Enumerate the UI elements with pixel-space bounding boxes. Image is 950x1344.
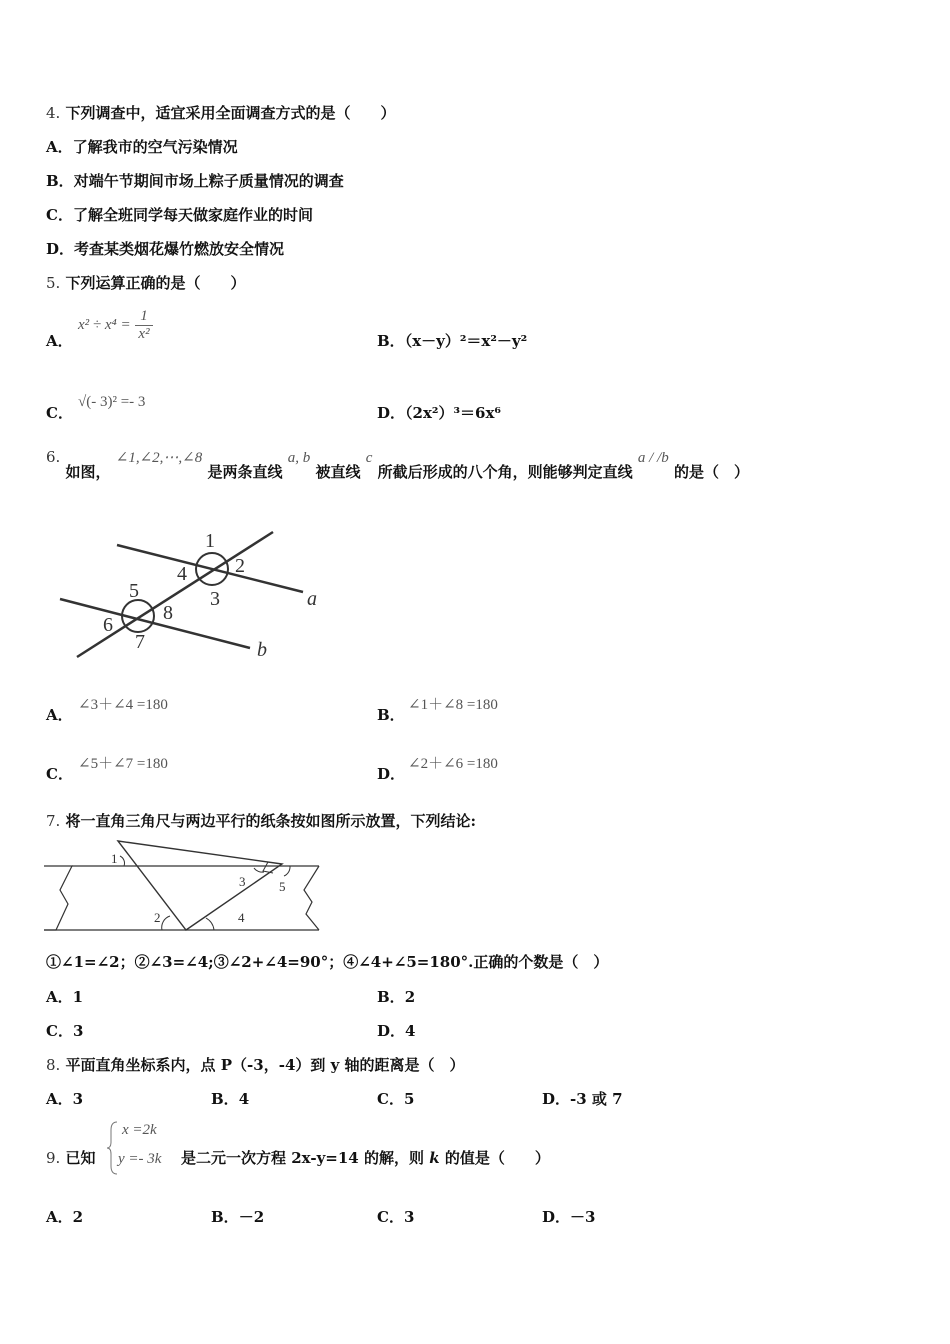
q5-a-numerator: 1 xyxy=(135,308,152,326)
fig7-label-3: 3 xyxy=(239,874,246,889)
q9-option-text: －3 xyxy=(570,1208,596,1226)
q7-option-c xyxy=(46,1020,83,1041)
q5-option-a-label: A． xyxy=(46,332,73,350)
q8-option-b xyxy=(211,1088,249,1109)
strip-right-edge xyxy=(304,866,319,930)
q5-stem xyxy=(46,272,246,293)
q9-option-text: 3 xyxy=(403,1208,415,1226)
q6-option-c-formula: ∠5＋∠7 =180 xyxy=(78,756,168,772)
q5-a-denominator: x² xyxy=(138,326,150,342)
q5-option-a-formula xyxy=(78,308,153,343)
q4-option-text: 了解全班同学每天做家庭作业的时间 xyxy=(72,206,313,224)
q9-number: 9. xyxy=(46,1149,61,1167)
q9-option-label: C． xyxy=(377,1208,404,1226)
q8-option-label: D． xyxy=(542,1090,571,1108)
q8-option-label: C． xyxy=(377,1090,404,1108)
q8-option-text: 4 xyxy=(238,1090,250,1108)
q7-stem xyxy=(46,810,476,831)
q4-option-b xyxy=(46,170,344,191)
q8-option-text: 3 xyxy=(72,1090,84,1108)
q9-stem-start xyxy=(46,1147,96,1168)
q4-option-text: 考查某类烟花爆竹燃放安全情况 xyxy=(74,240,285,258)
fig6-label-1: 1 xyxy=(205,530,215,552)
q4-stem-text: 下列调查中，适宜采用全面调查方式的是（ ） xyxy=(65,104,396,122)
q4-option-d xyxy=(46,238,284,259)
q6-option-c-label: C． xyxy=(46,765,73,783)
q7-option-d xyxy=(377,1020,415,1041)
q9-stem-3: 的值是（ ） xyxy=(444,1149,550,1167)
q9-equation-1: x =2k xyxy=(122,1122,157,1138)
fig7-label-1: 1 xyxy=(111,851,118,866)
q6-option-b-formula: ∠1＋∠8 =180 xyxy=(408,697,498,713)
q7-option-text: 4 xyxy=(405,1022,416,1040)
q7-option-b xyxy=(377,986,415,1007)
fig7-label-2: 2 xyxy=(154,910,161,925)
fig6-label-8: 8 xyxy=(163,602,173,624)
angle-4-arc xyxy=(206,918,214,930)
q5-option-b xyxy=(377,330,527,351)
q8-stem-text: 平面直角坐标系内，点 P（-3，-4）到 y 轴的距离是（ ） xyxy=(65,1056,465,1074)
q7-option-label: A． xyxy=(46,988,73,1006)
left-brace-icon xyxy=(107,1122,117,1174)
q4-option-label: A． xyxy=(46,138,73,156)
q5-option-c-formula: √(- 3)² =- 3 xyxy=(78,394,146,410)
q9-option-label: D． xyxy=(542,1208,571,1226)
q5-option-d xyxy=(377,402,501,423)
q7-option-text: 1 xyxy=(72,988,84,1006)
q6-line-c: c xyxy=(365,450,373,466)
q9-equation-2: y =- 3k xyxy=(118,1151,162,1167)
q6-stem-2: 是两条直线 xyxy=(207,463,283,481)
fig6-label-6: 6 xyxy=(103,614,113,636)
q5-d-text: （2x²）³＝6x⁶ xyxy=(405,404,501,422)
q6-stem-3: 被直线 xyxy=(315,463,361,481)
q5-a-lhs: x² ÷ x⁴ = xyxy=(78,317,131,333)
fig6-label-4: 4 xyxy=(177,563,187,585)
q7-number: 7. xyxy=(46,812,61,830)
fig7-label-4: 4 xyxy=(238,910,245,925)
q4-stem xyxy=(46,102,396,123)
q7-option-label: B． xyxy=(377,988,405,1006)
q6-figure xyxy=(55,525,335,665)
fig6-label-2: 2 xyxy=(235,555,245,577)
q6-option-a-label: A． xyxy=(46,706,73,724)
fig6-label-3: 3 xyxy=(210,588,220,610)
fig6-label-7: 7 xyxy=(135,631,145,653)
q6-option-d-label: D． xyxy=(377,765,406,783)
q4-option-a xyxy=(46,136,238,157)
q8-option-text: 5 xyxy=(403,1090,415,1108)
q9-stem-1: 已知 xyxy=(65,1149,96,1167)
strip-left-edge xyxy=(44,866,72,930)
q7-conclusions: ①∠1=∠2；②∠3=∠4;③∠2+∠4=90°；④∠4+∠5=180°.正确的个数是（ ） xyxy=(46,953,609,971)
q6-stem-5: 的是（ ） xyxy=(673,463,749,481)
q7-stem-text: 将一直角三角尺与两边平行的纸条按如图所示放置，下列结论: xyxy=(65,812,477,830)
q7-option-a xyxy=(46,986,83,1007)
q9-option-d xyxy=(542,1206,595,1227)
q9-option-a xyxy=(46,1206,83,1227)
q9-k: k xyxy=(429,1149,440,1167)
q4-option-label: B． xyxy=(46,172,74,190)
q6-number: 6. xyxy=(46,448,61,466)
q6-stem xyxy=(46,446,749,486)
q8-stem xyxy=(46,1054,465,1075)
angle-1-arc xyxy=(120,856,125,866)
line-c xyxy=(77,532,273,657)
q5-a-fraction xyxy=(135,308,152,343)
q8-option-c xyxy=(377,1088,414,1109)
fig7-label-5: 5 xyxy=(279,879,286,894)
right-triangle xyxy=(118,841,282,930)
q6-option-b-label: B． xyxy=(377,706,405,724)
q4-option-text: 对端午节期间市场上粽子质量情况的调查 xyxy=(73,172,344,190)
q8-option-d xyxy=(542,1088,623,1109)
q4-option-label: C． xyxy=(46,206,73,224)
q8-number: 8. xyxy=(46,1056,61,1074)
q9-option-b xyxy=(211,1206,264,1227)
angle-5-arc xyxy=(284,866,290,876)
fig6-label-a: a xyxy=(307,588,317,610)
q6-angles: ∠1,∠2,⋯,∠8 xyxy=(115,450,203,466)
q8-option-label: B． xyxy=(211,1090,239,1108)
q6-option-a-formula: ∠3＋∠4 =180 xyxy=(78,697,168,713)
q4-option-c xyxy=(46,204,313,225)
q4-option-label: D． xyxy=(46,240,75,258)
angle-2-arc xyxy=(162,916,170,930)
q5-b-label: B． xyxy=(377,332,405,350)
q6-stem-4: 所截后形成的八个角，则能够判定直线 xyxy=(377,463,633,481)
q9-option-c xyxy=(377,1206,414,1227)
q8-option-text: -3 或 7 xyxy=(570,1090,623,1108)
fig6-label-5: 5 xyxy=(129,580,139,602)
q6-stem-1: 如图， xyxy=(65,463,111,481)
q7-option-label: D． xyxy=(377,1022,406,1040)
q4-option-text: 了解我市的空气污染情况 xyxy=(72,138,238,156)
q6-lines-ab: a, b xyxy=(287,450,311,466)
q7-option-text: 3 xyxy=(72,1022,84,1040)
q5-stem-text: 下列运算正确的是（ ） xyxy=(65,274,246,292)
q6-a-parallel-b: a / /b xyxy=(637,450,669,466)
q7-option-text: 2 xyxy=(404,988,416,1006)
q7-option-label: C． xyxy=(46,1022,73,1040)
q9-option-text: －2 xyxy=(238,1208,265,1226)
q9-option-text: 2 xyxy=(72,1208,84,1226)
q8-option-label: A． xyxy=(46,1090,73,1108)
q5-number: 5. xyxy=(46,274,61,292)
q8-option-a xyxy=(46,1088,83,1109)
q5-option-c-label: C． xyxy=(46,404,73,422)
q9-option-label: A． xyxy=(46,1208,73,1226)
q6-option-d-formula: ∠2＋∠6 =180 xyxy=(408,756,498,772)
q5-b-text: （x－y）²＝x²－y² xyxy=(404,332,528,350)
q5-d-label: D． xyxy=(377,404,406,422)
q4-number: 4. xyxy=(46,104,61,122)
q9-option-label: B． xyxy=(211,1208,239,1226)
fig6-label-b: b xyxy=(257,639,267,661)
q9-stem-2: 是二元一次方程 2x-y=14 的解，则 xyxy=(181,1149,424,1167)
q9-stem-end xyxy=(181,1147,550,1168)
angle-3-arc xyxy=(254,868,264,872)
q7-figure xyxy=(44,838,324,938)
